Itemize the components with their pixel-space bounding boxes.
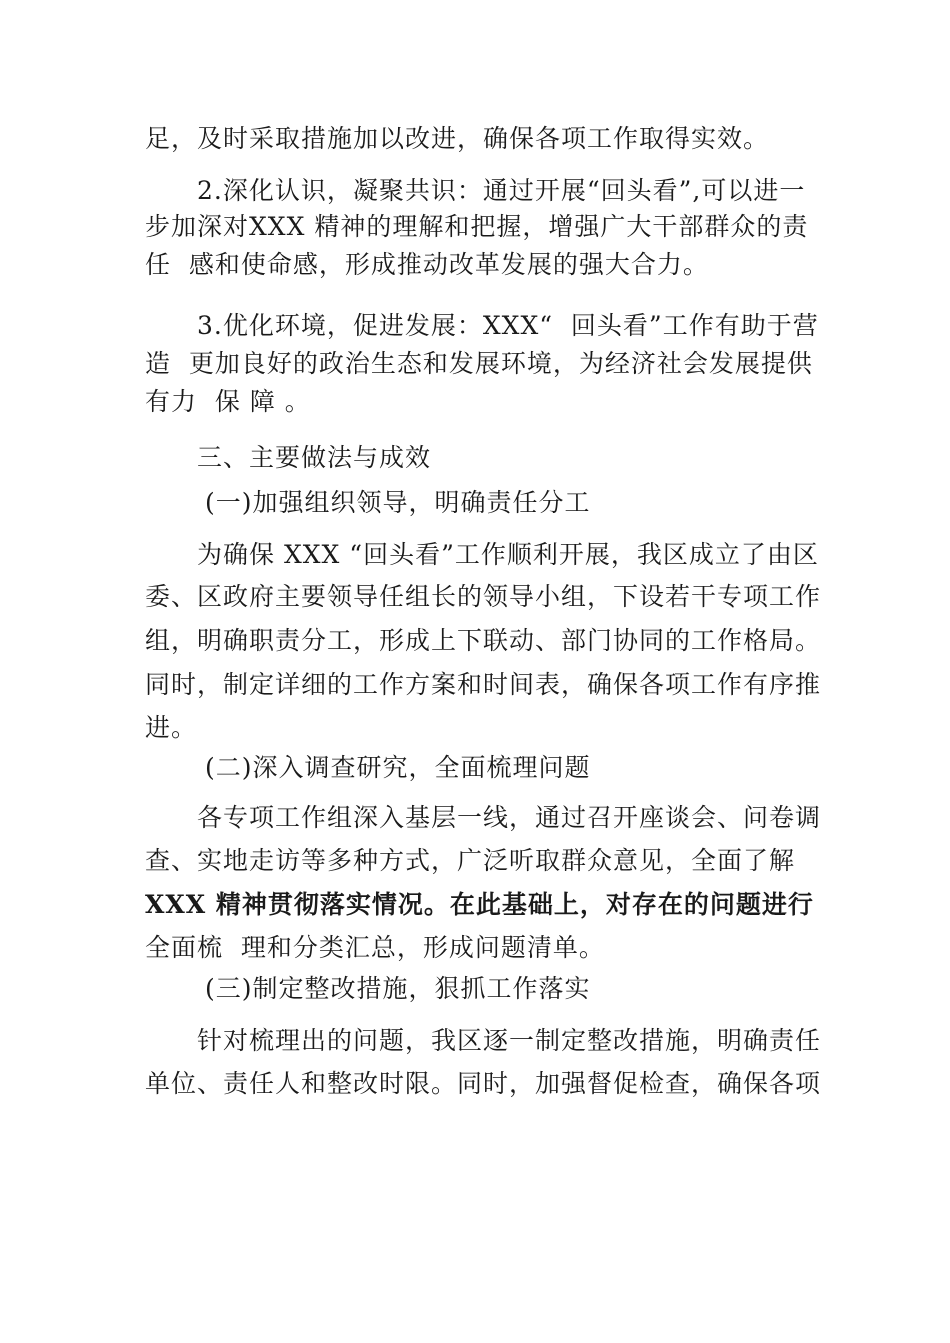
subsection-2-line-3: XXX 精神贯彻落实情况。在此基础上，对存在的问题进行 — [145, 890, 814, 919]
paragraph-1-line-1: 足，及时采取措施加以改进，确保各项工作取得实效。 — [145, 124, 770, 153]
subsection-3-line-2: 单位、责任人和整改时限。同时，加强督促检查，确保各项 — [145, 1069, 822, 1098]
subsection-2-line-4: 全面梳 理和分类汇总，形成问题清单。 — [145, 933, 605, 962]
paragraph-3-line-2: 造 更加良好的政治生态和发展环境，为经济社会发展提供 — [145, 349, 813, 378]
paragraph-3-line-1: 3.优化环境，促进发展：XXX“ 回头看”工作有助于营 — [197, 311, 819, 340]
subsection-2-line-1: 各专项工作组深入基层一线，通过召开座谈会、问卷调 — [197, 803, 822, 832]
paragraph-2-line-2: 步加深对XXX 精神的理解和把握，增强广大干部群众的责 — [145, 212, 809, 241]
paragraph-2-line-3: 任 感和使命感，形成推动改革发展的强大合力。 — [145, 250, 709, 279]
subsection-1-line-5: 进。 — [145, 713, 198, 742]
subsection-1-line-1: 为确保 XXX “回头看”工作顺利开展，我区成立了由区 — [197, 540, 819, 569]
subsection-1-line-2: 委、区政府主要领导任组长的领导小组，下设若干专项工作 — [145, 582, 822, 611]
paragraph-2-line-1: 2.深化认识，凝聚共识：通过开展“回头看”,可以进一 — [197, 176, 806, 205]
subsection-1-line-4: 同时，制定详细的工作方案和时间表，确保各项工作有序推 — [145, 670, 822, 699]
subsection-3-line-1: 针对梳理出的问题，我区逐一制定整改措施，明确责任 — [197, 1026, 822, 1055]
subsection-2-line-2: 查、实地走访等多种方式，广泛听取群众意见，全面了解 — [145, 846, 796, 875]
subsection-3-heading: (三)制定整改措施，狠抓工作落实 — [205, 974, 591, 1003]
section-heading: 三、主要做法与成效 — [197, 443, 432, 472]
subsection-1-line-3: 组，明确职责分工，形成上下联动、部门协同的工作格局。 — [145, 626, 822, 655]
subsection-2-heading: (二)深入调查研究，全面梳理问题 — [205, 753, 591, 782]
paragraph-3-line-3: 有力 保 障 。 — [145, 387, 311, 416]
subsection-1-heading: (一)加强组织领导，明确责任分工 — [205, 488, 591, 517]
